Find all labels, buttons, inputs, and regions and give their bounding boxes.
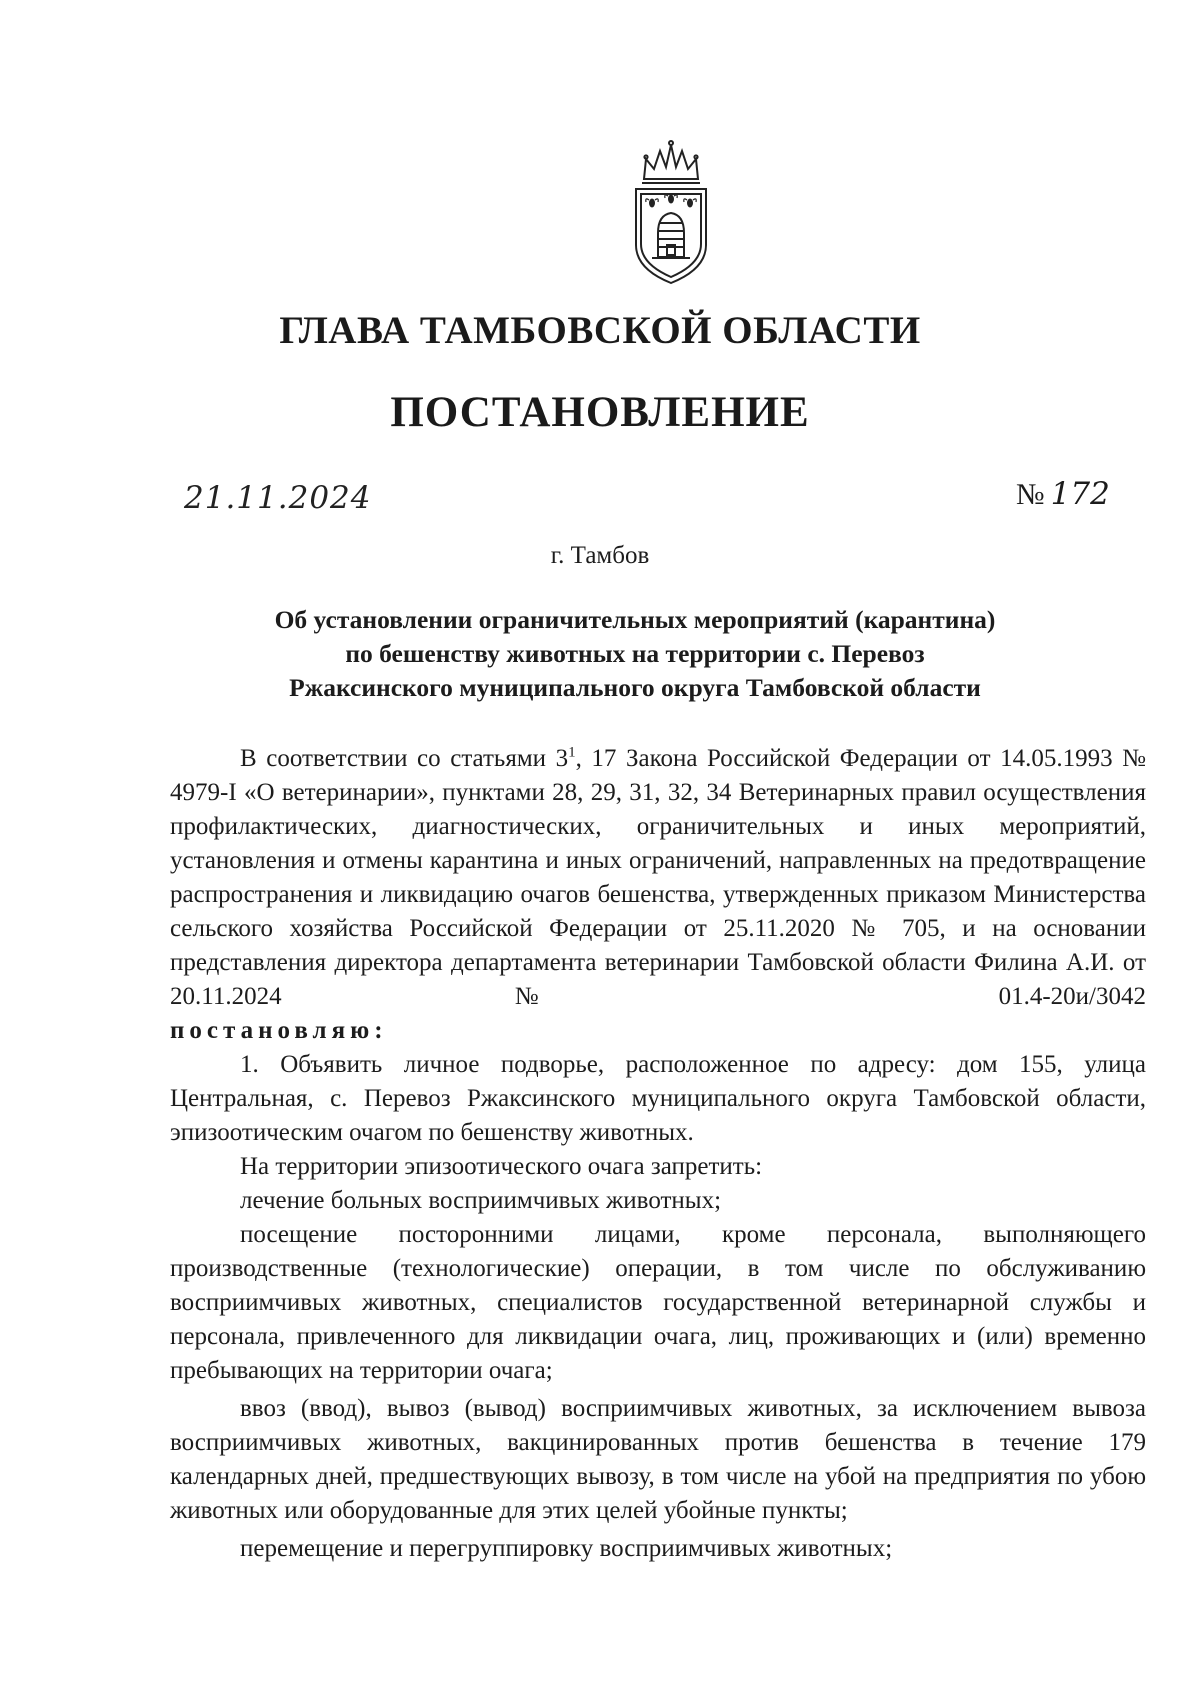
issuing-authority: ГЛАВА ТАМБОВСКОЙ ОБЛАСТИ (279, 309, 921, 352)
document-title (220, 603, 1050, 705)
item-1-paragraph: 1. Объявить личное подворье, расположенное по адресу: дом 155, улица Центральная, с. Перевоз Ржаксинского муниципального округа Тамбовской области, эпизоотическим очагом по бешенству животных. (170, 1051, 1146, 1146)
preamble-text: В соответствии со статьями 3 (240, 745, 569, 772)
prohibition-intro: На территории эпизоотического очага запретить: (240, 1153, 763, 1180)
prohibition-item: перемещение и перегруппировку восприимчивых животных; (240, 1535, 893, 1562)
document-type: ПОСТАНОВЛЕНИЕ (390, 389, 810, 436)
number-sign: № (1016, 478, 1045, 511)
preamble-paragraph (170, 742, 1146, 1014)
prohibition-item: лечение больных восприимчивых животных; (240, 1187, 722, 1214)
article-superscript: 1 (568, 744, 576, 761)
resolution-word: постановляю: (170, 1017, 388, 1044)
preamble-text-continued: , 17 Закона Российской Федерации от 14.05.1993 № 4979-I «О ветеринарии», пунктами 28, 29, 31, 32, 34 Ветеринарных правил осуществления профилактических, диагностических, ограничительных и иных мероприятий, установления и отмены карантина и иных ограничений, направленных на предотвращение распространения и ликвидацию очагов бешенства, утвержденных приказом Министерства сельского хозяйства Российской Федерации от 25.11.2020 № 705, и на основании представления директора департамента ветеринарии Тамбовской области Филина А.И. от 20.11.2024 № 01.4-20и/3042 (170, 745, 1146, 1010)
title-line: по бешенству животных на территории с. Перевоз (345, 639, 925, 668)
prohibition-item: ввоз (ввод), вывоз (вывод) восприимчивых животных, за исключением вывоза восприимчивых животных, вакцинированных против бешенства в течение 179 календарных дней, предшествующих вывозу, в том числе на убой на предприятия по убою животных или оборудованные для этих целей убойные пункты; (170, 1395, 1146, 1524)
document-number (1016, 476, 1110, 512)
title-line: Об установлении ограничительных мероприятий (карантина) (274, 605, 996, 634)
prohibition-item: посещение посторонними лицами, кроме персонала, выполняющего производственные (технологические) операции, в том числе по обслуживанию восприимчивых животных, специалистов государственной ветеринарной службы и персонала, привлеченного для ликвидации очага, лиц, проживающих и (или) временно пребывающих на территории очага; (170, 1221, 1146, 1384)
title-line: Ржаксинского муниципального округа Тамбовской области (289, 673, 981, 702)
number-value: 172 (1050, 476, 1110, 512)
document-date: 21.11.2024 (184, 480, 372, 516)
city-line: г. Тамбов (550, 542, 650, 569)
tambov-coat-of-arms-icon (608, 137, 734, 287)
document-body (170, 742, 1146, 1566)
